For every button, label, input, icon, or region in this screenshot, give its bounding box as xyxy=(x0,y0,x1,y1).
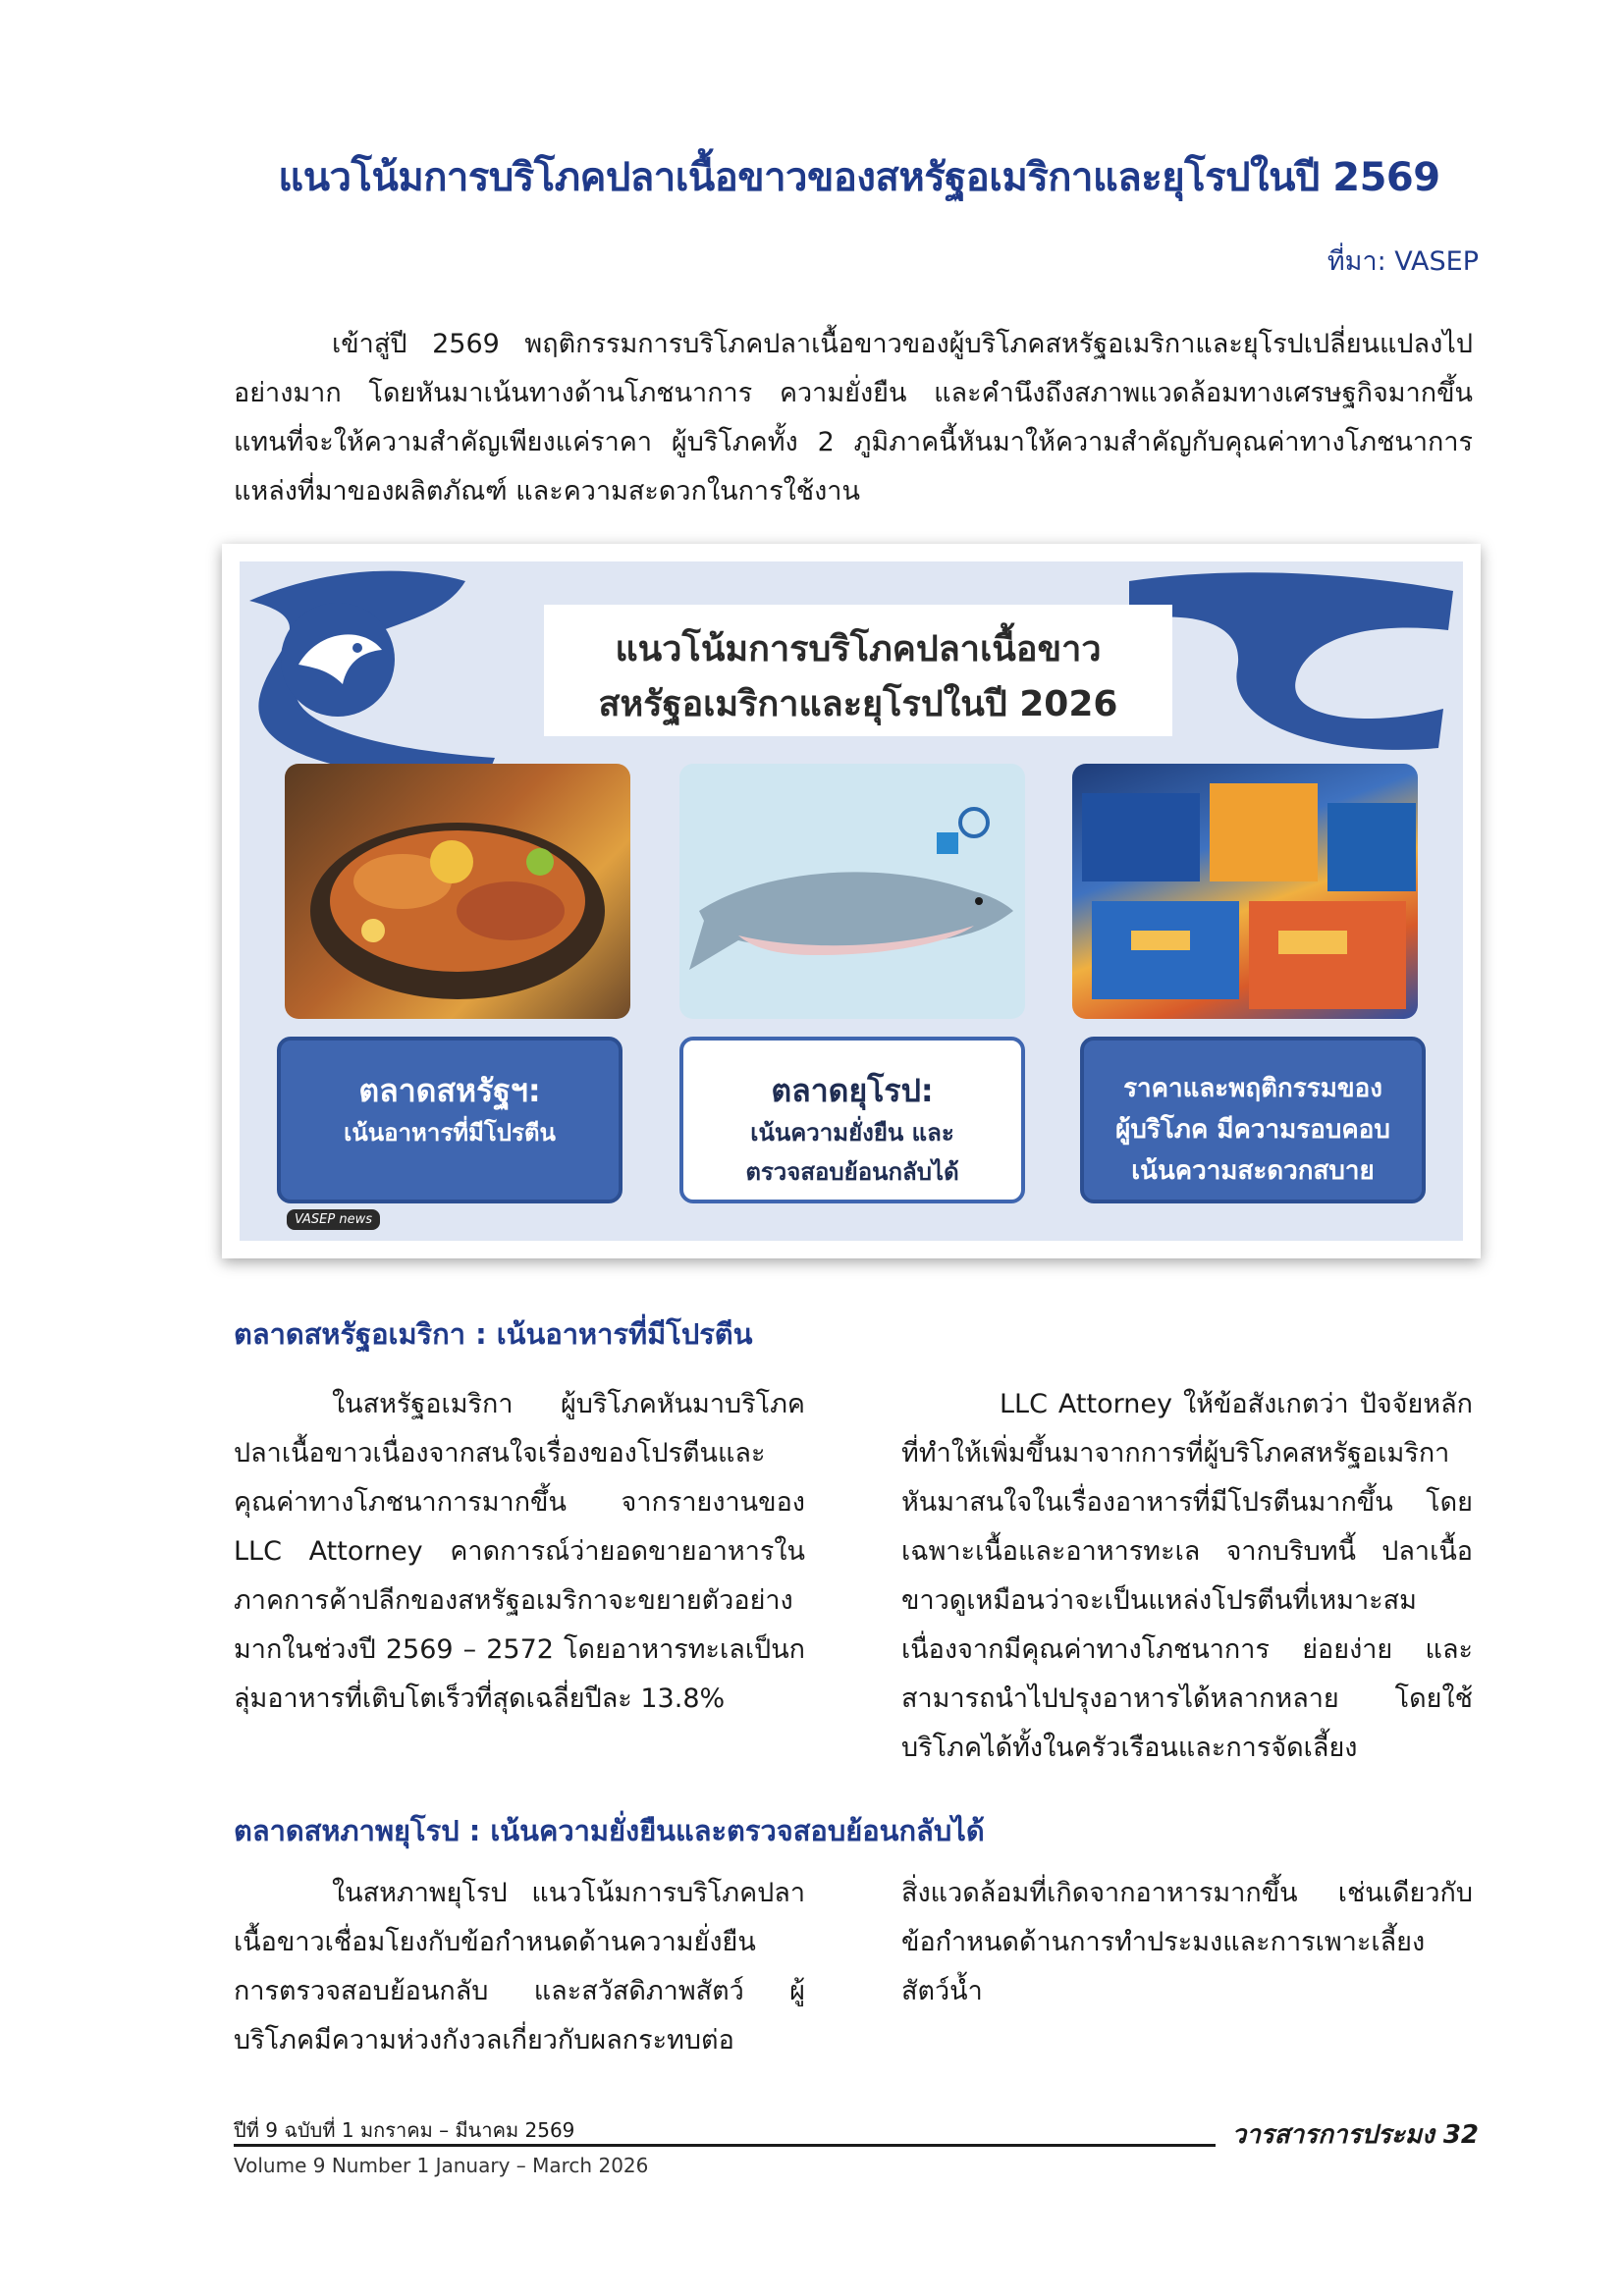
us-section-right-column xyxy=(901,1380,1473,1773)
frozen-fish-products-photo xyxy=(1072,764,1418,1019)
footer-issue-english: Volume 9 Number 1 January – March 2026 xyxy=(234,2154,649,2177)
consumer-behavior-card-line2: ผู้บริโภค มีความรอบคอบ xyxy=(1115,1115,1390,1145)
intro-text: เข้าสู่ปี 2569 พฤติกรรมการบริโภคปลาเนื้อขาวของผู้บริโภคสหรัฐอเมริกาและยุโรปเปลี่ยนแปลงไปอย่างมาก โดยหันมาเน้นทางด้านโภชนาการ ความยั่งยืน และคำนึงถึงสภาพแวดล้อมทางเศรษฐกิจมากขึ้น แทนที่จะให้ความสำคัญเพียงแค่ราคา ผู้บริโภคทั้ง 2 ภูมิภาคนี้หันมาให้ความสำคัญกับคุณค่าทางโภชนาการ แหล่งที่มาของผลิตภัณฑ์ และความสะดวกในการใช้งาน xyxy=(234,329,1473,507)
footer-journal-page: วารสารการประมง 32 xyxy=(1231,2120,1479,2150)
eu-right-text: สิ่งแวดล้อมที่เกิดจากอาหารมากขึ้น เช่นเดียวกับข้อกำหนดด้านการทำประมงและการเพาะเลี้ยงสัตว์น้ำ xyxy=(901,1878,1473,2006)
seafood-platter-photo xyxy=(285,764,630,1019)
eu-section-right-column xyxy=(901,1869,1473,2016)
pangasius-fish-photo xyxy=(679,764,1025,1019)
footer-issue-thai: ปีที่ 9 ฉบับที่ 1 มกราคม – มีนาคม 2569 xyxy=(234,2118,575,2142)
infographic-background xyxy=(240,561,1463,1241)
eu-section-left-column xyxy=(234,1869,805,2065)
us-market-card-subtitle: เน้นอาหารที่มีโปรตีน xyxy=(344,1119,556,1147)
consumer-behavior-card-line1: ราคาและพฤติกรรมของ xyxy=(1123,1074,1382,1103)
seafood-platter-illustration xyxy=(285,764,630,1019)
eu-market-card-line2: เน้นความยั่งยืน และ xyxy=(750,1119,954,1147)
eu-market-card xyxy=(679,1037,1025,1203)
fish-illustration xyxy=(679,764,1025,1019)
us-right-text: LLC Attorney ให้ข้อสังเกตว่า ปัจจัยหลักที่ทำให้เพิ่มขึ้นมาจากการที่ผู้บริโภคสหรัฐอเมริกาหันมาสนใจในเรื่องอาหารที่มีโปรตีนมากขึ้น โดยเฉพาะเนื้อและอาหารทะเล จากบริบทนี้ ปลาเนื้อขาวดูเหมือนว่าจะเป็นแหล่งโปรตีนที่เหมาะสม เนื่องจากมีคุณค่าทางโภชนาการ ย่อยง่าย และสามารถนำไปปรุงอาหารได้หลากหลาย โดยใช้บริโภคได้ทั้งในครัวเรือนและการจัดเลี้ยง xyxy=(901,1389,1473,1763)
footer-rule xyxy=(234,2144,1216,2147)
infographic-figure xyxy=(222,544,1481,1258)
infographic-title xyxy=(544,622,1172,732)
eu-section-heading: ตลาดสหภาพยุโรป : เน้นความยั่งยืนและตรวจสอบย้อนกลับได้ xyxy=(234,1814,985,1847)
infographic-title-line2: สหรัฐอเมริกาและยุโรปในปี 2026 xyxy=(598,684,1118,724)
fish-logo-icon xyxy=(269,591,406,728)
us-section-left-column xyxy=(234,1380,805,1724)
us-market-card-title: ตลาดสหรัฐฯ: xyxy=(358,1072,541,1109)
eu-left-text: ในสหภาพยุโรป แนวโน้มการบริโภคปลาเนื้อขาวเชื่อมโยงกับข้อกำหนดด้านความยั่งยืน การตรวจสอบย้อนกลับ และสวัสดิภาพสัตว์ ผู้บริโภคมีความห่วงกังวลเกี่ยวกับผลกระทบต่อ xyxy=(234,1878,805,2056)
vasep-news-logo: VASEP news xyxy=(287,1209,380,1230)
eu-market-card-title: ตลาดยุโรป: xyxy=(771,1072,934,1109)
page-title: แนวโน้มการบริโภคปลาเนื้อขาวของสหรัฐอเมริกาและยุโรปในปี 2569 xyxy=(278,155,1440,200)
source-note: ที่มา: VASEP xyxy=(1326,246,1479,277)
us-left-text: ในสหรัฐอเมริกา ผู้บริโภคหันมาบริโภคปลาเนื้อขาวเนื่องจากสนใจเรื่องของโปรตีนและคุณค่าทางโภชนาการมากขึ้น จากรายงานของ LLC Attorney คาดการณ์ว่ายอดขายอาหารในภาคการค้าปลีกของสหรัฐอเมริกาจะขยายตัวอย่างมากในช่วงปี 2569 – 2572 โดยอาหารทะเลเป็นกลุ่มอาหารที่เติบโตเร็วที่สุดเฉลี่ยปีละ 13.8% xyxy=(234,1389,805,1714)
eu-market-card-line3: ตรวจสอบย้อนกลับได้ xyxy=(745,1158,959,1186)
infographic-title-line1: แนวโน้มการบริโภคปลาเนื้อขาว xyxy=(615,629,1102,669)
frozen-products-illustration xyxy=(1072,764,1418,1019)
consumer-behavior-card-line3: เน้นความสะดวกสบาย xyxy=(1131,1156,1375,1186)
us-market-card xyxy=(277,1037,623,1203)
us-section-heading: ตลาดสหรัฐอเมริกา : เน้นอาหารที่มีโปรตีน xyxy=(234,1317,753,1351)
consumer-behavior-card xyxy=(1080,1037,1426,1203)
intro-paragraph xyxy=(234,320,1473,516)
